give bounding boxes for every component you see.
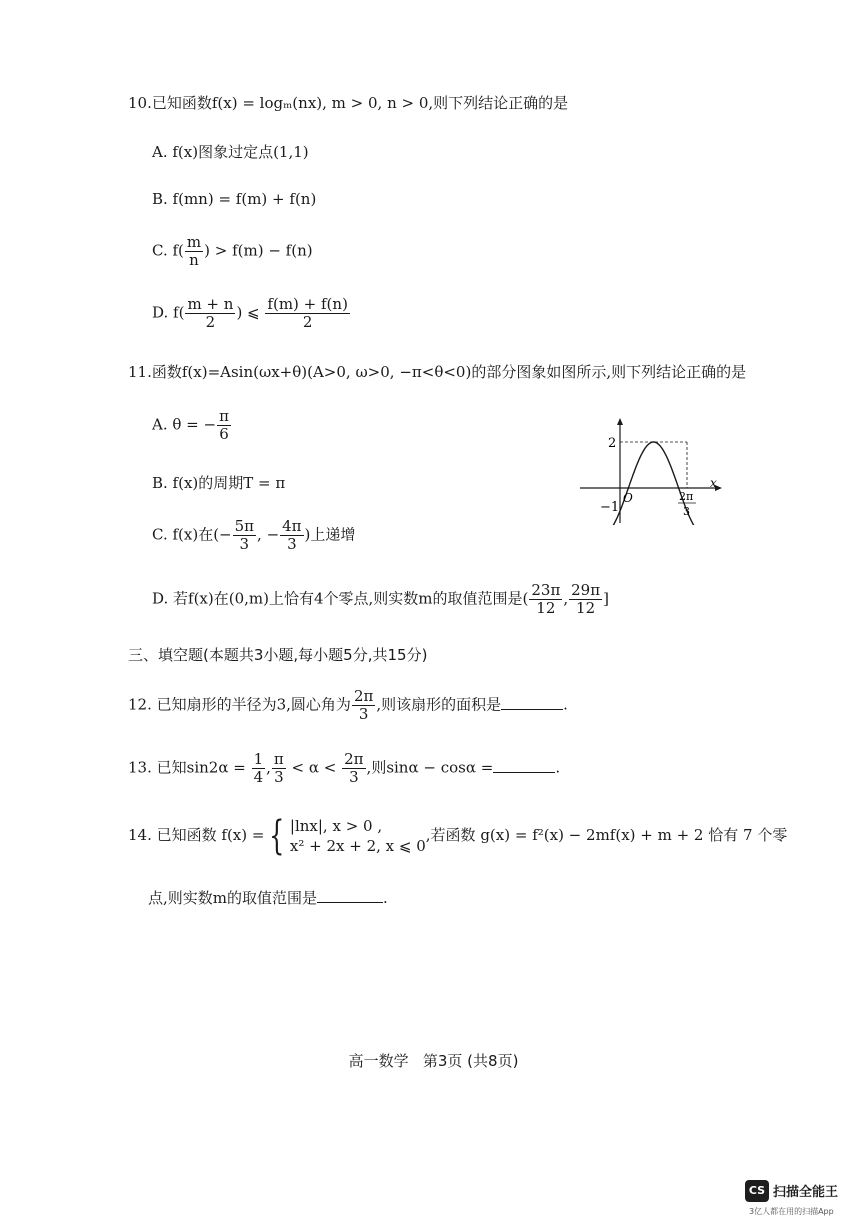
q11-option-c: C. f(x)在(− $\frac{5\pi}{3}$ , − $\frac{4\pi}{3}$ )上递增 bbox=[152, 517, 356, 553]
q11-option-d: D. 若f(x)在(0,m)上恰有4个零点,则实数m的取值范围是( $\frac{23\pi}{12}$ , $\frac{29\pi}{12}$ ] bbox=[152, 581, 609, 617]
y-max-label: 2 bbox=[608, 436, 617, 451]
q11-option-b: B. f(x)的周期T = π bbox=[152, 474, 286, 492]
q14-case-2: x² + 2x + 2, x ⩽ 0 bbox=[289, 837, 426, 855]
q14-line-2: 点,则实数m的取值范围是 . bbox=[148, 889, 388, 907]
y-min-label: −1 bbox=[600, 500, 620, 515]
camscanner-watermark bbox=[745, 1180, 860, 1220]
q11-stem: 11.函数f(x)=Asin(ωx+θ)(A>0, ω>0, −π<θ<0)的部分图象如图所示,则下列结论正确的是 bbox=[128, 363, 747, 381]
q14-line-1: 14. 已知函数 f(x) = { |lnx|, x > 0 , x² + 2x + 2, x ⩽ 0 ,若函数 g(x) = f²(x) − 2mf(x) + m + 2 恰有 7 个零 bbox=[128, 813, 788, 859]
page-footer: 高一数学 第3页 (共8页) bbox=[348, 1052, 519, 1070]
piecewise-brace: { bbox=[269, 813, 285, 859]
q11-option-a: A. θ = − $\frac{\pi}{6}$ bbox=[152, 407, 229, 443]
q10-stem: 10.已知函数f(x) = logₘ(nx), m > 0, n > 0,则下列结论正确的是 bbox=[128, 94, 569, 112]
cs-logo-icon: CS bbox=[745, 1180, 769, 1202]
y-axis-arrow bbox=[617, 418, 623, 425]
q14-answer-blank bbox=[317, 888, 383, 903]
q13: 13. 已知sin2α = $\frac{1}{4}$ , $\frac{\pi}{3}$ < α < $\frac{2\pi}{3}$ ,则sinα − cosα = . bbox=[128, 750, 561, 786]
q10-option-c: C. f( $\frac{m}{n}$ ) > f(m) − f(n) bbox=[152, 233, 313, 269]
watermark-name: 扫描全能王 bbox=[773, 1185, 839, 1200]
origin-label: O bbox=[623, 491, 633, 505]
x-tick-numerator: 2π bbox=[679, 490, 694, 503]
q10-option-b: B. f(mn) = f(m) + f(n) bbox=[152, 190, 317, 208]
section-3-title: 三、填空题(本题共3小题,每小题5分,共15分) bbox=[128, 646, 428, 664]
q12: 12. 已知扇形的半径为3,圆心角为 $\frac{2\pi}{3}$ ,则该扇形的面积是 . bbox=[128, 687, 568, 723]
x-tick-denominator: 3 bbox=[683, 505, 690, 518]
q13-answer-blank bbox=[493, 758, 555, 773]
x-axis-label: x bbox=[710, 476, 717, 490]
watermark-tagline: 3亿人都在用的扫描App bbox=[749, 1207, 834, 1216]
q10-option-a: A. f(x)图象过定点(1,1) bbox=[152, 143, 309, 161]
q11-sine-graph bbox=[580, 415, 730, 525]
q12-answer-blank bbox=[501, 695, 563, 710]
q14-case-1: |lnx|, x > 0 , bbox=[289, 817, 383, 835]
q10-option-d: D. f( $\frac{m + n}{2}$ ) ⩽ $\frac{f(m) + f(n)}{2}$ bbox=[152, 295, 348, 331]
